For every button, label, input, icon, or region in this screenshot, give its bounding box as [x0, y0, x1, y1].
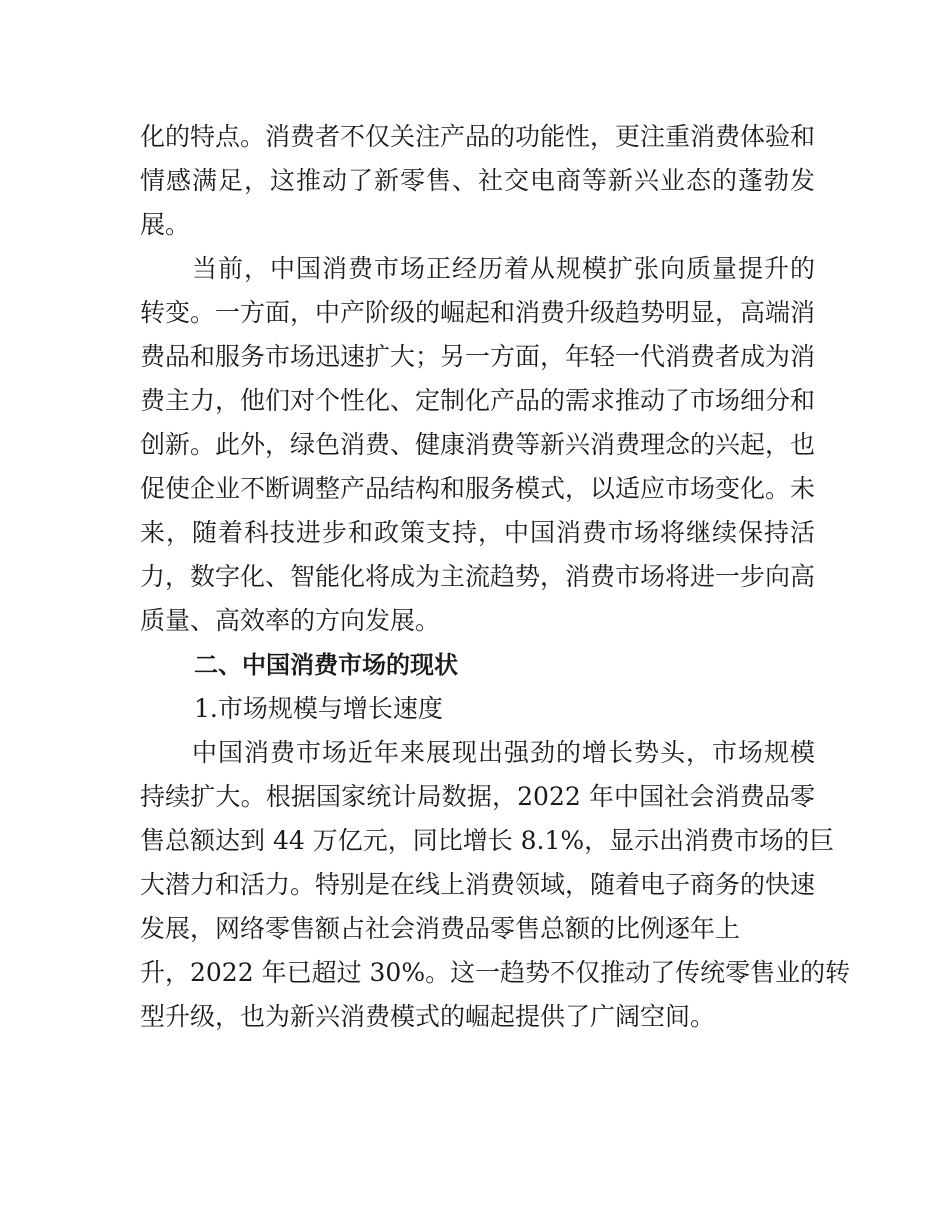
text-line: 质量、高效率的方向发展。 [140, 606, 441, 635]
paragraph-market-scale [140, 731, 851, 1039]
text-line: 当前，中国消费市场正经历着从规模扩张向质量提升的 [140, 254, 815, 283]
text-line: 升，2022 年已超过 30%。这一趋势不仅推动了传统零售业的转 [140, 958, 851, 987]
text-line: 发展，网络零售额占社会消费品零售总额的比例逐年上 [140, 914, 741, 943]
text-line: 转变。一方面，中产阶级的崛起和消费升级趋势明显，高端消 [140, 298, 816, 327]
text-line: 展。 [140, 210, 191, 239]
section-heading: 二、中国消费市场的现状 [194, 651, 458, 679]
text-line: 中国消费市场近年来展现出强劲的增长势头，市场规模 [140, 738, 815, 767]
text-line: 促使企业不断调整产品结构和服务模式，以适应市场变化。未 [140, 474, 816, 503]
text-line: 创新。此外，绿色消费、健康消费等新兴消费理念的兴起，也 [140, 430, 816, 459]
text-line: 型升级，也为新兴消费模式的崛起提供了广阔空间。 [140, 1002, 716, 1031]
text-line: 售总额达到 44 万亿元，同比增长 8.1%，显示出消费市场的巨 [140, 826, 835, 855]
text-line: 化的特点。消费者不仅关注产品的功能性，更注重消费体验和 [140, 122, 816, 151]
text-line: 费品和服务市场迅速扩大；另一方面，年轻一代消费者成为消 [140, 342, 816, 371]
text-line: 大潜力和活力。特别是在线上消费领域，随着电子商务的快速 [140, 870, 816, 899]
document-body [140, 115, 851, 1039]
text-line: 力，数字化、智能化将成为主流趋势，消费市场将进一步向高 [140, 562, 816, 591]
text-line: 来，随着科技进步和政策支持，中国消费市场将继续保持活 [140, 518, 815, 547]
text-line: 情感满足，这推动了新零售、社交电商等新兴业态的蓬勃发 [140, 166, 815, 195]
subsection-heading: 1.市场规模与增长速度 [194, 694, 443, 723]
paragraph-market-transition [140, 247, 815, 643]
text-line: 持续扩大。根据国家统计局数据，2022 年中国社会消费品零 [140, 782, 815, 811]
paragraph-consumer-experience [140, 115, 815, 247]
text-line: 费主力，他们对个性化、定制化产品的需求推动了市场细分和 [140, 386, 816, 415]
